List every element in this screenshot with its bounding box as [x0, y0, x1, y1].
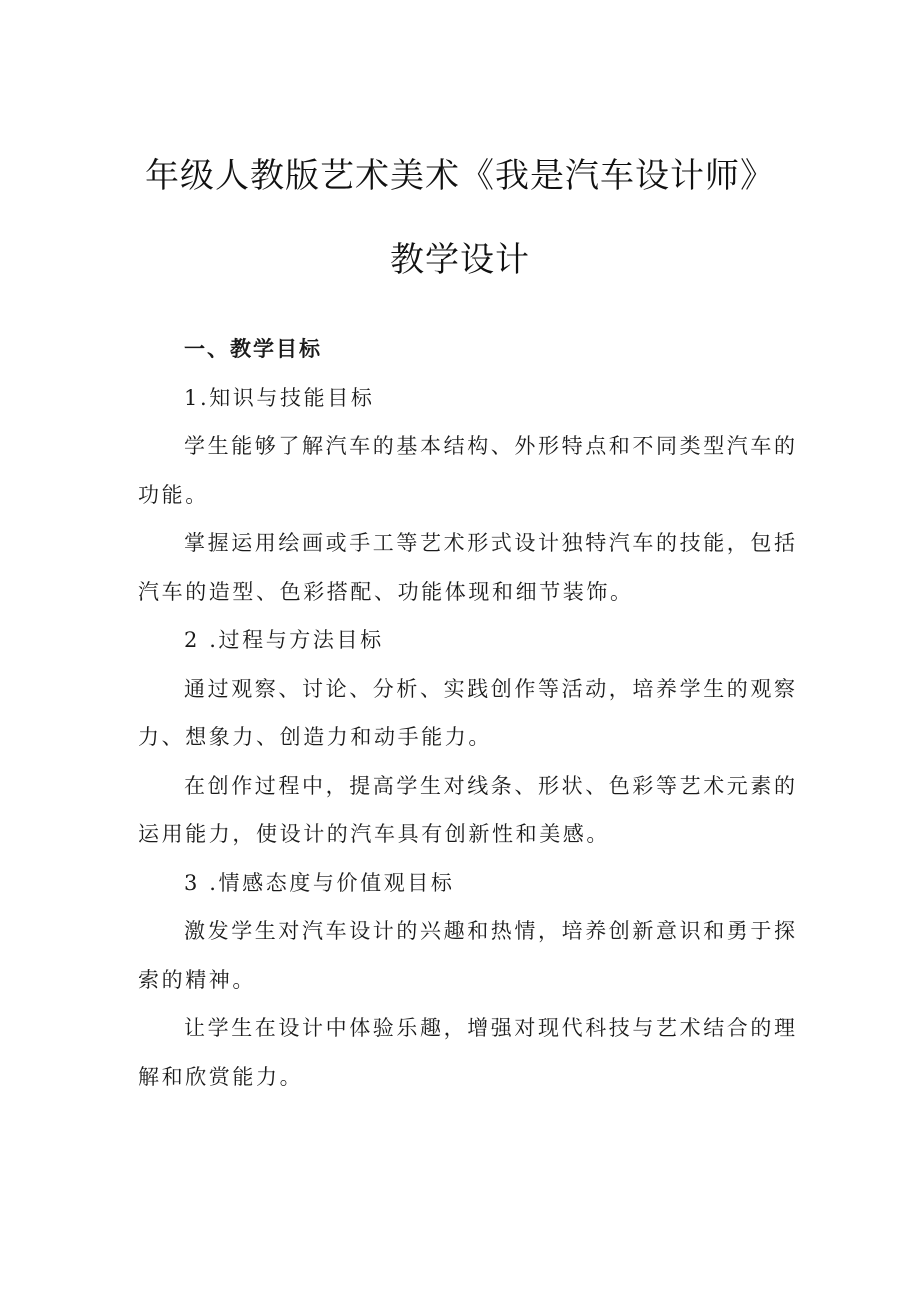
- paragraph-line: 运用能力，使设计的汽车具有创新性和美感。: [138, 822, 610, 846]
- paragraph-line: 通过观察、讨论、分析、实践创作等活动，培养学生的观察: [184, 676, 798, 701]
- paragraph-line: 力、想象力、创造力和动手能力。: [138, 725, 492, 749]
- paragraph-line: 学生能够了解汽车的基本结构、外形特点和不同类型汽车的: [184, 434, 798, 458]
- document-title-line-1: 年级人教版艺术美术《我是汽车设计师》: [145, 156, 775, 196]
- subheading-emotion-values: 3 .情感态度与价值观目标: [184, 870, 455, 895]
- paragraph-line: 激发学生对汽车设计的兴趣和热情，培养创新意识和勇于探: [184, 919, 798, 943]
- paragraph-line: 掌握运用绘画或手工等艺术形式设计独特汽车的技能，包括: [184, 531, 798, 555]
- paragraph-line: 功能。: [138, 482, 209, 507]
- paragraph-line: 解和欣赏能力。: [138, 1064, 304, 1089]
- paragraph-line: 在创作过程中，提高学生对线条、形状、色彩等艺术元素的: [184, 773, 798, 798]
- subheading-knowledge-skills: 1.知识与技能目标: [184, 385, 375, 410]
- paragraph-line: 让学生在设计中体验乐趣，增强对现代科技与艺术结合的理: [184, 1016, 798, 1040]
- paragraph-line: 汽车的造型、色彩搭配、功能体现和细节装饰。: [138, 579, 634, 604]
- document-title-line-2: 教学设计: [390, 240, 530, 280]
- subheading-process-methods: 2 .过程与方法目标: [184, 628, 384, 652]
- document-body: [138, 325, 798, 1101]
- section-heading-teaching-goals: 一、教学目标: [184, 337, 322, 361]
- paragraph-line: 索的精神。: [138, 967, 256, 992]
